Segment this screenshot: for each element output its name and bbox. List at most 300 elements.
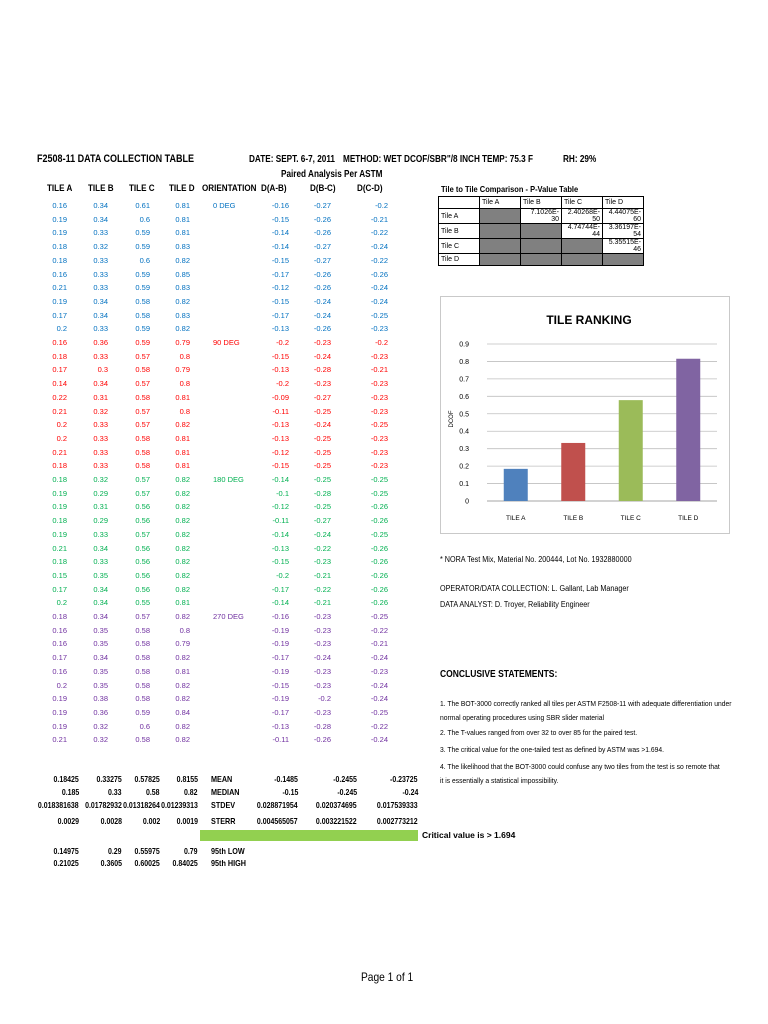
table-cell-ab: -0.2 — [276, 570, 289, 580]
table-row — [0, 215, 420, 229]
table-cell-c: 0.56 — [135, 557, 150, 567]
col-header-tile-b: TILE B — [88, 183, 114, 194]
table-cell-d: 0.85 — [175, 269, 190, 279]
table-cell-ab: -0.14 — [271, 529, 289, 539]
table-cell-b: 0.33 — [93, 461, 108, 471]
table-cell-d: 0.83 — [175, 242, 190, 252]
summary-cell-b: 0.0028 — [100, 816, 122, 826]
summary-row — [0, 858, 420, 872]
table-cell-d: 0.82 — [175, 735, 190, 745]
table-cell-bc: -0.26 — [313, 214, 331, 224]
table-cell-c: 0.61 — [135, 201, 150, 210]
operator-note: OPERATOR/DATA COLLECTION: L. Gallant, Lab Manager — [440, 584, 629, 593]
table-cell-c: 0.59 — [135, 283, 150, 293]
table-cell-ab: -0.17 — [271, 269, 289, 279]
table-cell-c: 0.58 — [135, 433, 150, 443]
pvalue-blank-cell — [480, 239, 521, 254]
table-cell-a: 0.21 — [52, 735, 67, 745]
summary-cell-bc: 0.003221522 — [316, 816, 357, 826]
table-cell-ab: -0.2 — [276, 338, 289, 347]
pvalue-cell: 4.44075E-60 — [603, 209, 644, 224]
table-row — [0, 530, 420, 544]
table-cell-b: 0.33 — [93, 433, 108, 443]
statement-2: 2. The T-values ranged from over 32 to over 85 for the paired test. — [440, 728, 638, 737]
table-cell-bc: -0.21 — [313, 570, 331, 580]
table-cell-orientation: 0 DEG — [213, 201, 236, 210]
table-cell-d: 0.79 — [175, 365, 190, 375]
table-row — [0, 694, 420, 708]
table-cell-d: 0.81 — [175, 447, 190, 457]
material-note: * NORA Test Mix, Material No. 200444, Lot No. 1932880000 — [440, 555, 632, 564]
table-cell-bc: -0.24 — [313, 310, 331, 320]
table-cell-d: 0.82 — [175, 420, 190, 430]
table-cell-ab: -0.13 — [271, 365, 289, 375]
table-cell-b: 0.33 — [93, 324, 108, 334]
table-cell-orientation: 270 DEG — [213, 612, 244, 621]
table-row — [0, 544, 420, 558]
table-cell-ab: -0.19 — [271, 666, 289, 676]
table-cell-d: 0.81 — [175, 392, 190, 402]
table-cell-cd: -0.24 — [370, 735, 388, 745]
table-cell-cd: -0.26 — [370, 502, 388, 512]
critical-value-note: Critical value is > 1.694 — [422, 830, 516, 840]
table-cell-cd: -0.26 — [370, 543, 388, 553]
table-cell-a: 0.19 — [52, 529, 67, 539]
table-cell-a: 0.2 — [56, 433, 67, 443]
table-row — [0, 324, 420, 338]
chart-y-tick-label: 0.7 — [459, 376, 469, 384]
chart-y-tick-label: 0.3 — [459, 446, 469, 454]
summary-cell-d: 0.82 — [184, 787, 198, 797]
summary-cell-c: 0.58 — [146, 787, 160, 797]
table-cell-a: 0.19 — [52, 502, 67, 512]
table-cell-b: 0.32 — [93, 475, 108, 484]
table-cell-bc: -0.27 — [313, 201, 331, 210]
pvalue-cell: 2.40268E-50 — [562, 209, 603, 224]
table-cell-ab: -0.2 — [276, 379, 289, 389]
pvalue-blank-cell — [521, 254, 562, 266]
table-cell-cd: -0.23 — [370, 351, 388, 361]
table-cell-d: 0.81 — [175, 214, 190, 224]
table-cell-ab: -0.12 — [271, 447, 289, 457]
summary-cell-c: 0.60025 — [134, 858, 160, 868]
table-cell-c: 0.59 — [135, 242, 150, 252]
summary-cell-b: 0.33 — [108, 787, 122, 797]
table-cell-bc: -0.24 — [313, 296, 331, 306]
table-cell-ab: -0.19 — [271, 639, 289, 649]
table-cell-ab: -0.17 — [271, 310, 289, 320]
table-cell-b: 0.31 — [93, 502, 108, 512]
table-cell-ab: -0.13 — [271, 721, 289, 731]
summary-cell-b: 0.29 — [108, 846, 122, 856]
pvalue-header-cell — [439, 197, 480, 209]
table-cell-cd: -0.22 — [370, 625, 388, 635]
chart-bar — [619, 400, 643, 501]
table-cell-d: 0.82 — [175, 296, 190, 306]
table-cell-c: 0.58 — [135, 296, 150, 306]
table-cell-c: 0.58 — [135, 447, 150, 457]
summary-cell-cd: 0.017539333 — [377, 800, 418, 810]
summary-cell-d: 0.0019 — [176, 816, 198, 826]
chart-bar — [676, 359, 700, 501]
table-row — [0, 708, 420, 722]
table-cell-a: 0.21 — [52, 447, 67, 457]
pvalue-header-row — [439, 197, 644, 209]
summary-cell-ab: -0.15 — [282, 787, 298, 797]
summary-row — [0, 787, 420, 801]
table-cell-d: 0.82 — [175, 694, 190, 704]
table-cell-c: 0.58 — [135, 639, 150, 649]
table-cell-c: 0.57 — [135, 488, 150, 498]
table-cell-c: 0.57 — [135, 406, 150, 416]
table-cell-a: 0.18 — [52, 612, 67, 621]
chart-y-tick-label: 0.4 — [459, 428, 469, 436]
table-row — [0, 653, 420, 667]
table-cell-b: 0.29 — [93, 516, 108, 526]
table-cell-bc: -0.25 — [313, 475, 331, 484]
table-cell-cd: -0.24 — [370, 694, 388, 704]
summary-row — [0, 774, 420, 788]
table-row — [0, 420, 420, 434]
table-cell-c: 0.57 — [135, 420, 150, 430]
pvalue-header-cell: Tile A — [480, 197, 521, 209]
table-cell-bc: -0.26 — [313, 283, 331, 293]
table-cell-bc: -0.28 — [313, 365, 331, 375]
summary-cell-bc: -0.2455 — [333, 774, 357, 784]
table-cell-ab: -0.12 — [271, 283, 289, 293]
table-cell-d: 0.83 — [175, 310, 190, 320]
chart-title: TILE RANKING — [546, 313, 632, 327]
table-cell-bc: -0.24 — [313, 653, 331, 663]
table-cell-a: 0.14 — [52, 379, 67, 389]
table-cell-bc: -0.23 — [313, 612, 331, 621]
table-cell-c: 0.59 — [135, 707, 150, 717]
table-cell-d: 0.82 — [175, 721, 190, 731]
table-cell-b: 0.36 — [93, 707, 108, 717]
pvalue-blank-cell — [480, 209, 521, 224]
table-cell-cd: -0.23 — [370, 406, 388, 416]
table-cell-cd: -0.21 — [370, 214, 388, 224]
table-row — [0, 722, 420, 736]
table-cell-c: 0.59 — [135, 338, 150, 347]
summary-cell-bc: -0.245 — [337, 787, 357, 797]
table-cell-a: 0.17 — [52, 653, 67, 663]
summary-cell-a: 0.18425 — [53, 774, 79, 784]
table-cell-d: 0.81 — [175, 201, 190, 210]
rh-label: RH: 29% — [563, 154, 597, 165]
table-cell-c: 0.58 — [135, 310, 150, 320]
table-row — [0, 516, 420, 530]
table-cell-b: 0.34 — [93, 379, 108, 389]
chart-y-axis-label: DCOF — [449, 410, 455, 428]
table-cell-b: 0.34 — [93, 296, 108, 306]
table-cell-bc: -0.22 — [313, 584, 331, 594]
table-cell-ab: -0.16 — [271, 201, 289, 210]
table-cell-bc: -0.27 — [313, 392, 331, 402]
conclusive-statements-heading: CONCLUSIVE STATEMENTS: — [440, 669, 558, 680]
pvalue-header-cell: Tile C — [562, 197, 603, 209]
table-cell-d: 0.8 — [179, 625, 190, 635]
pvalue-row-c — [439, 239, 644, 254]
table-cell-a: 0.18 — [52, 461, 67, 471]
table-cell-cd: -0.24 — [370, 283, 388, 293]
table-cell-cd: -0.25 — [370, 612, 388, 621]
table-cell-cd: -0.22 — [370, 721, 388, 731]
statement-3: 3. The critical value for the one-tailed test as defined by ASTM was >1.694. — [440, 745, 665, 754]
table-row — [0, 448, 420, 462]
table-cell-cd: -0.26 — [370, 598, 388, 608]
table-cell-d: 0.81 — [175, 598, 190, 608]
table-cell-d: 0.82 — [175, 488, 190, 498]
chart-x-tick-label: TILE A — [505, 515, 526, 522]
table-cell-b: 0.29 — [93, 488, 108, 498]
table-cell-cd: -0.22 — [370, 228, 388, 238]
table-cell-b: 0.34 — [93, 201, 108, 210]
table-cell-ab: -0.19 — [271, 625, 289, 635]
table-cell-cd: -0.24 — [370, 296, 388, 306]
table-cell-b: 0.38 — [93, 694, 108, 704]
table-cell-d: 0.82 — [175, 584, 190, 594]
chart-x-tick-label: TILE D — [678, 515, 699, 522]
table-cell-ab: -0.17 — [271, 653, 289, 663]
table-cell-c: 0.58 — [135, 653, 150, 663]
summary-cell-d: 0.8155 — [176, 774, 198, 784]
pvalue-row-a — [439, 209, 644, 224]
table-cell-a: 0.16 — [52, 338, 67, 347]
table-cell-ab: -0.13 — [271, 324, 289, 334]
table-cell-ab: -0.15 — [271, 461, 289, 471]
table-cell-c: 0.59 — [135, 228, 150, 238]
table-cell-a: 0.15 — [52, 570, 67, 580]
table-cell-b: 0.32 — [93, 406, 108, 416]
table-cell-cd: -0.26 — [370, 584, 388, 594]
table-cell-bc: -0.24 — [313, 420, 331, 430]
summary-cell-d: 0.79 — [184, 846, 198, 856]
table-cell-b: 0.35 — [93, 666, 108, 676]
pvalue-blank-cell — [521, 224, 562, 239]
table-cell-a: 0.18 — [52, 475, 67, 484]
summary-label: 95th LOW — [211, 846, 245, 856]
summary-cell-b: 0.3605 — [100, 858, 122, 868]
table-cell-ab: -0.19 — [271, 694, 289, 704]
table-cell-cd: -0.25 — [370, 707, 388, 717]
table-cell-d: 0.81 — [175, 228, 190, 238]
table-cell-a: 0.18 — [52, 255, 67, 265]
table-cell-bc: -0.23 — [313, 379, 331, 389]
table-row — [0, 681, 420, 695]
table-cell-c: 0.58 — [135, 365, 150, 375]
table-cell-c: 0.59 — [135, 269, 150, 279]
table-row — [0, 365, 420, 379]
table-cell-ab: -0.15 — [271, 351, 289, 361]
table-cell-bc: -0.28 — [313, 721, 331, 731]
table-cell-d: 0.83 — [175, 283, 190, 293]
summary-cell-ab: -0.1485 — [274, 774, 298, 784]
table-cell-cd: -0.23 — [370, 666, 388, 676]
table-cell-d: 0.82 — [175, 680, 190, 690]
pvalue-blank-cell — [480, 254, 521, 266]
pvalue-blank-cell — [480, 224, 521, 239]
chart-y-tick-label: 0.1 — [459, 481, 469, 489]
table-cell-b: 0.32 — [93, 242, 108, 252]
table-cell-cd: -0.25 — [370, 475, 388, 484]
summary-cell-cd: -0.24 — [402, 787, 418, 797]
table-cell-d: 0.82 — [175, 324, 190, 334]
table-cell-c: 0.58 — [135, 666, 150, 676]
table-row — [0, 434, 420, 448]
table-cell-b: 0.34 — [93, 584, 108, 594]
table-cell-cd: -0.2 — [375, 201, 388, 210]
table-cell-d: 0.81 — [175, 666, 190, 676]
table-cell-a: 0.2 — [56, 324, 67, 334]
pvalue-blank-cell — [562, 239, 603, 254]
table-cell-ab: -0.13 — [271, 420, 289, 430]
summary-cell-cd: 0.002773212 — [377, 816, 418, 826]
table-cell-ab: -0.17 — [271, 584, 289, 594]
table-row — [0, 228, 420, 242]
table-cell-ab: -0.15 — [271, 557, 289, 567]
table-cell-b: 0.32 — [93, 721, 108, 731]
summary-cell-a: 0.018381638 — [38, 800, 79, 810]
summary-cell-c: 0.55975 — [134, 846, 160, 856]
table-cell-d: 0.82 — [175, 502, 190, 512]
table-cell-c: 0.58 — [135, 461, 150, 471]
table-cell-ab: -0.17 — [271, 707, 289, 717]
table-cell-c: 0.57 — [135, 475, 150, 484]
table-cell-a: 0.16 — [52, 269, 67, 279]
table-cell-cd: -0.23 — [370, 379, 388, 389]
table-cell-a: 0.16 — [52, 625, 67, 635]
pvalue-blank-cell — [562, 254, 603, 266]
pvalue-table-title: Tile to Tile Comparison - P-Value Table — [441, 184, 579, 194]
table-cell-bc: -0.23 — [313, 680, 331, 690]
table-cell-b: 0.33 — [93, 255, 108, 265]
table-cell-bc: -0.26 — [313, 324, 331, 334]
table-cell-d: 0.82 — [175, 557, 190, 567]
summary-row — [0, 816, 420, 830]
chart-x-ticks — [506, 515, 699, 522]
table-cell-cd: -0.24 — [370, 653, 388, 663]
table-row — [0, 270, 420, 284]
table-cell-ab: -0.13 — [271, 543, 289, 553]
summary-cell-c: 0.002 — [142, 816, 160, 826]
summary-label: STERR — [211, 816, 236, 826]
table-cell-a: 0.19 — [52, 214, 67, 224]
summary-cell-a: 0.21025 — [53, 858, 79, 868]
table-row — [0, 461, 420, 475]
col-header-dab: D(A-B) — [261, 183, 287, 194]
table-row — [0, 297, 420, 311]
table-cell-bc: -0.25 — [313, 406, 331, 416]
table-cell-d: 0.81 — [175, 433, 190, 443]
table-cell-bc: -0.23 — [313, 338, 331, 347]
table-cell-bc: -0.27 — [313, 242, 331, 252]
chart-y-tick-label: 0.2 — [459, 463, 469, 471]
summary-cell-c: 0.57825 — [134, 774, 160, 784]
col-header-tile-c: TILE C — [129, 183, 155, 194]
summary-cell-ab: 0.004565057 — [257, 816, 298, 826]
pvalue-blank-cell — [521, 239, 562, 254]
table-cell-a: 0.17 — [52, 584, 67, 594]
table-cell-ab: -0.16 — [271, 612, 289, 621]
table-cell-orientation: 90 DEG — [213, 338, 240, 347]
pvalue-row-label: Tile D — [439, 254, 480, 266]
table-cell-a: 0.18 — [52, 351, 67, 361]
table-cell-c: 0.56 — [135, 543, 150, 553]
summary-label: MEDIAN — [211, 787, 240, 797]
table-row — [0, 379, 420, 393]
pvalue-row-d — [439, 254, 644, 266]
table-cell-c: 0.58 — [135, 625, 150, 635]
table-row — [0, 311, 420, 325]
table-row — [0, 667, 420, 681]
table-cell-cd: -0.24 — [370, 680, 388, 690]
table-cell-bc: -0.22 — [313, 543, 331, 553]
paired-analysis-subtitle: Paired Analysis Per ASTM — [281, 169, 383, 180]
table-cell-ab: -0.13 — [271, 433, 289, 443]
chart-bar — [561, 443, 585, 501]
table-cell-bc: -0.23 — [313, 666, 331, 676]
col-header-orientation: ORIENTATION — [202, 183, 257, 194]
table-cell-a: 0.19 — [52, 721, 67, 731]
pvalue-cell: 7.1026E-30 — [521, 209, 562, 224]
table-cell-c: 0.6 — [139, 255, 150, 265]
table-cell-d: 0.82 — [175, 612, 190, 621]
chart-y-tick-label: 0.8 — [459, 358, 469, 366]
table-cell-ab: -0.14 — [271, 598, 289, 608]
table-row — [0, 557, 420, 571]
summary-cell-d: 0.84025 — [172, 858, 198, 868]
date-label: DATE: SEPT. 6-7, 2011 — [249, 154, 335, 165]
table-cell-d: 0.82 — [175, 529, 190, 539]
table-cell-b: 0.34 — [93, 214, 108, 224]
table-cell-ab: -0.14 — [271, 228, 289, 238]
statement-4-line-1: 4. The likelihood that the BOT-3000 could confuse any two tiles from the test is so remote that — [440, 762, 720, 771]
tile-ranking-chart-svg — [441, 297, 729, 533]
table-cell-ab: -0.12 — [271, 502, 289, 512]
table-cell-a: 0.21 — [52, 283, 67, 293]
table-cell-c: 0.56 — [135, 502, 150, 512]
summary-cell-a: 0.0029 — [57, 816, 79, 826]
table-cell-c: 0.58 — [135, 735, 150, 745]
table-cell-a: 0.19 — [52, 228, 67, 238]
table-cell-ab: -0.11 — [272, 516, 289, 526]
table-cell-b: 0.33 — [93, 228, 108, 238]
table-cell-a: 0.19 — [52, 488, 67, 498]
col-header-tile-a: TILE A — [47, 183, 73, 194]
table-cell-ab: -0.15 — [271, 680, 289, 690]
table-cell-d: 0.82 — [175, 570, 190, 580]
table-row — [0, 201, 420, 215]
table-cell-bc: -0.26 — [313, 269, 331, 279]
table-cell-a: 0.16 — [52, 639, 67, 649]
table-cell-cd: -0.26 — [370, 570, 388, 580]
summary-cell-c: 0.01318264 — [123, 800, 160, 810]
table-cell-ab: -0.14 — [271, 242, 289, 252]
table-cell-b: 0.33 — [93, 557, 108, 567]
table-cell-cd: -0.25 — [370, 310, 388, 320]
summary-label: 95th HIGH — [211, 858, 246, 868]
table-cell-d: 0.8 — [179, 406, 190, 416]
table-cell-b: 0.35 — [93, 570, 108, 580]
table-cell-orientation: 180 DEG — [213, 475, 244, 484]
pvalue-header-cell: Tile B — [521, 197, 562, 209]
table-cell-a: 0.21 — [52, 406, 67, 416]
table-cell-bc: -0.2 — [318, 694, 331, 704]
table-cell-b: 0.34 — [93, 310, 108, 320]
table-cell-ab: -0.14 — [271, 475, 289, 484]
table-cell-d: 0.82 — [175, 516, 190, 526]
